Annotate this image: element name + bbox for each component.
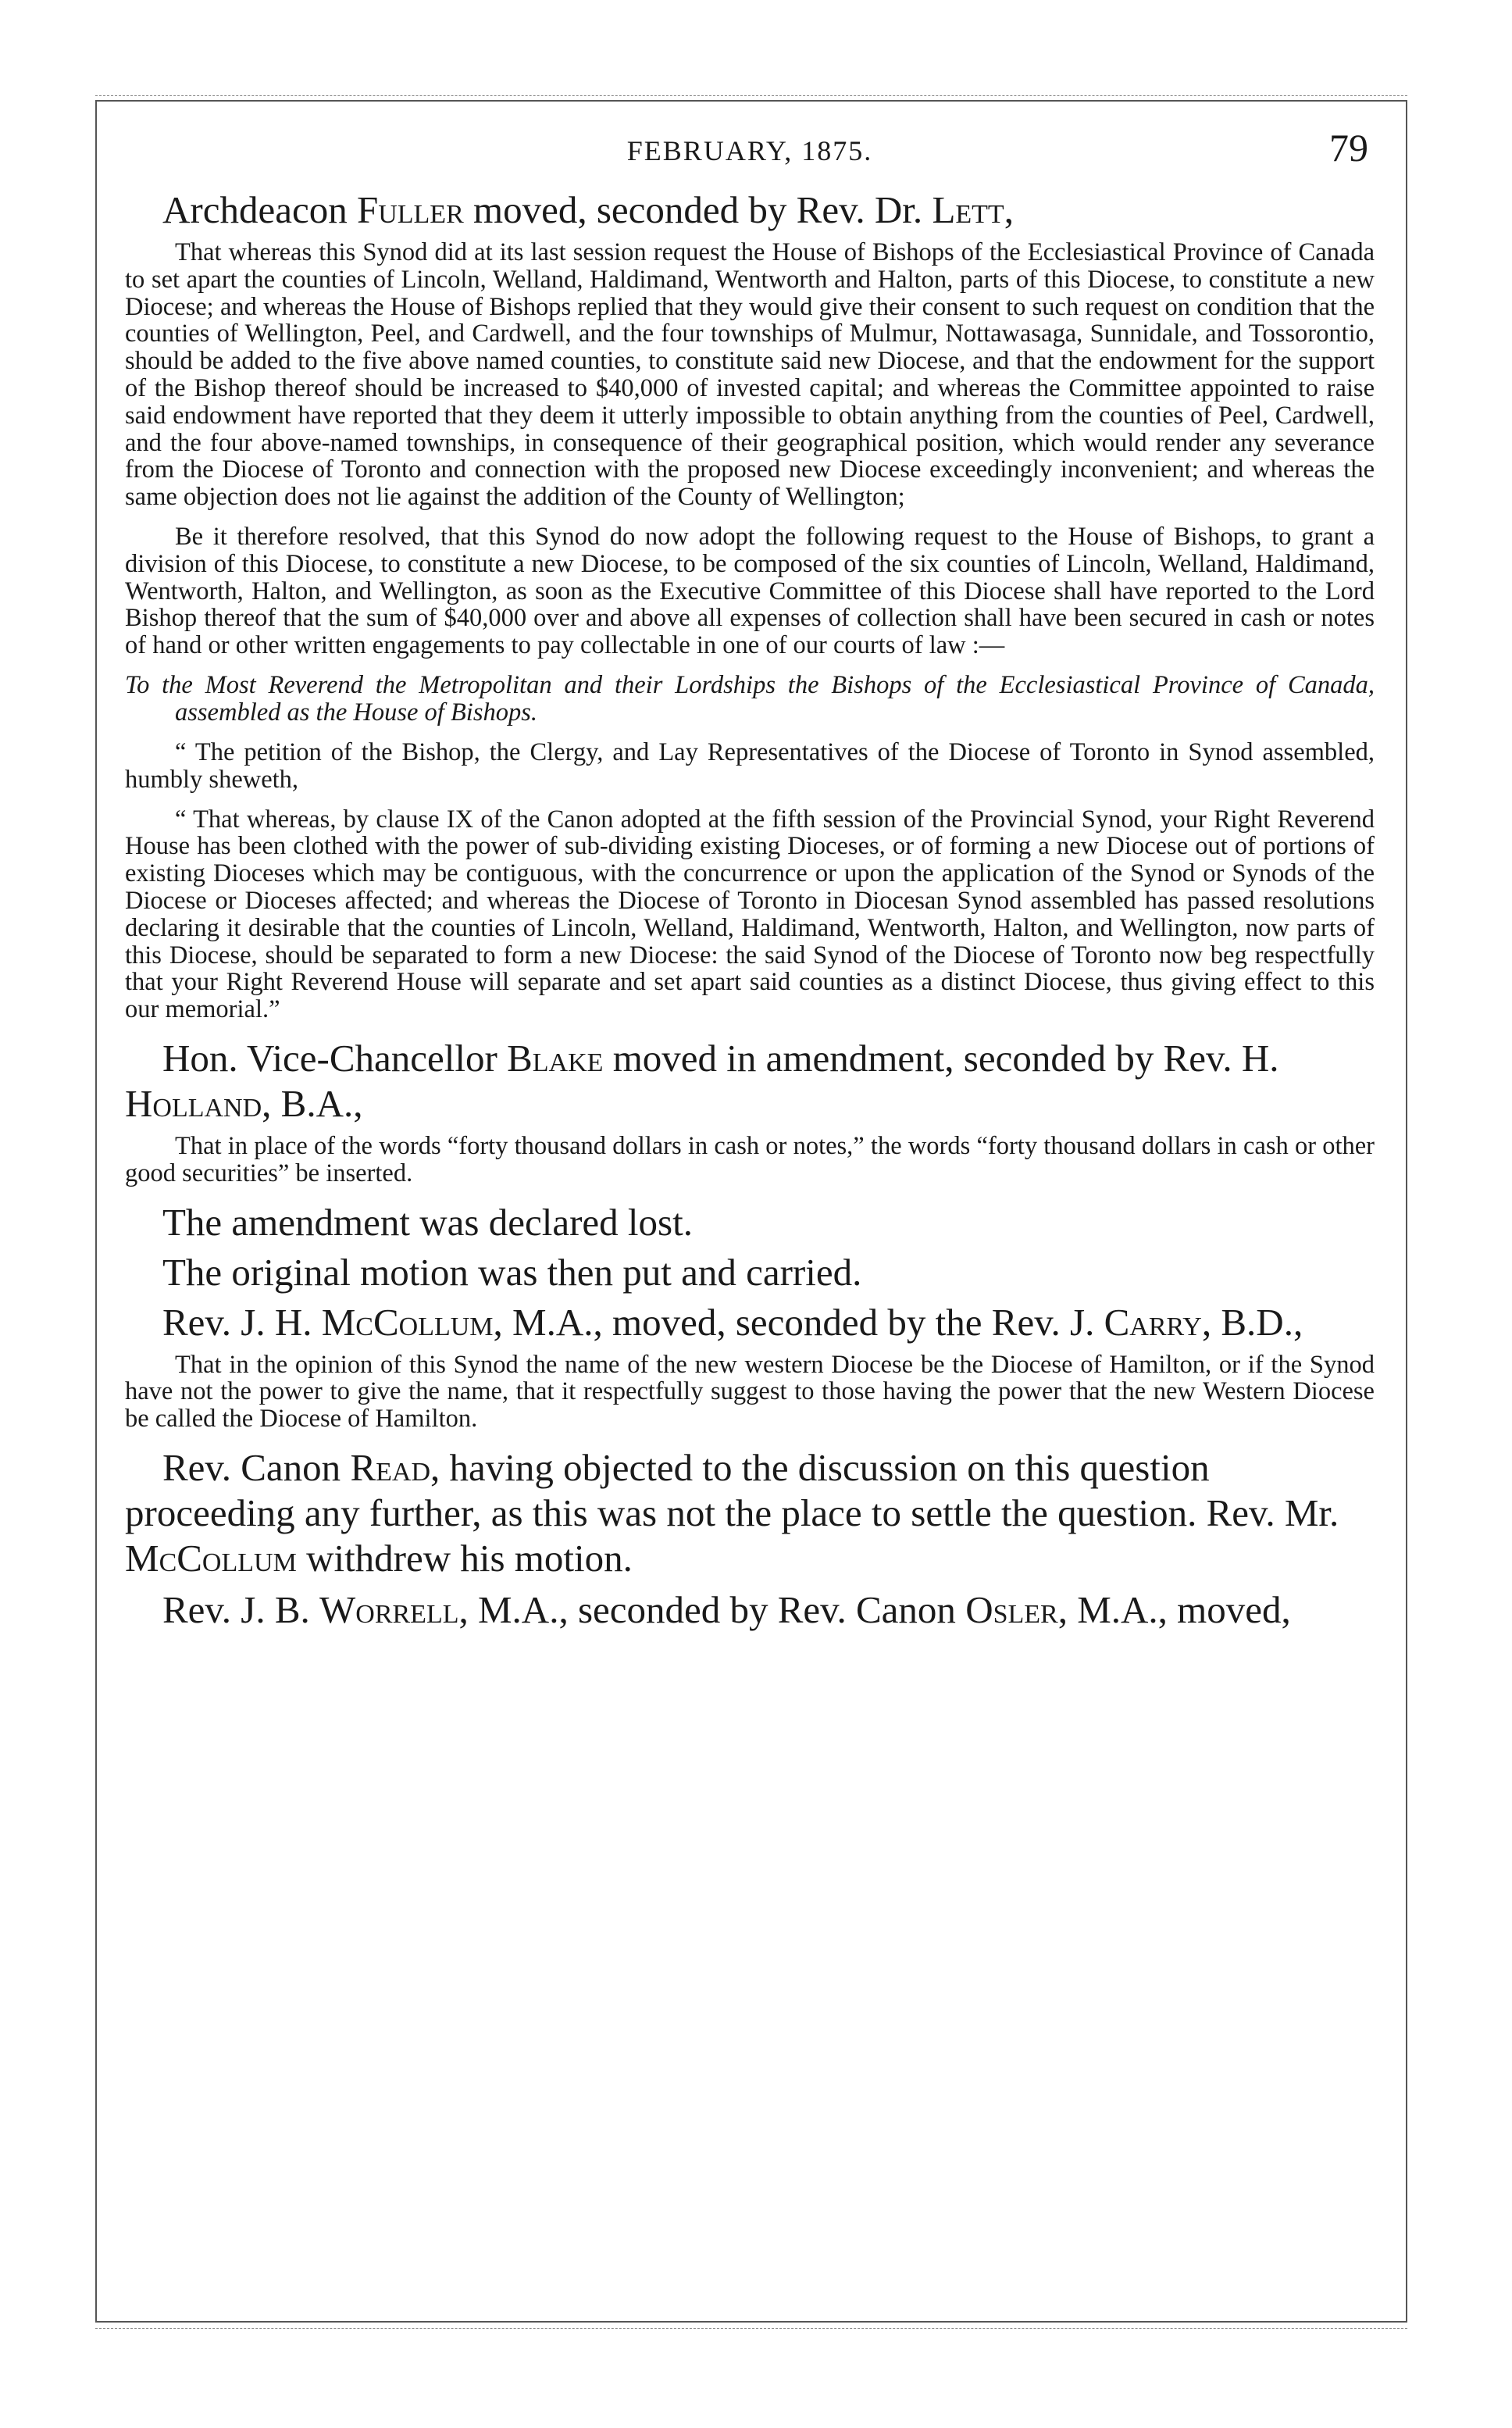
resolution-text: Be it therefore resolved, that this Synod do now adopt the following request to the House of Bishops, to grant a division of this Diocese, to constitute a new Diocese, to be composed of the six counties of Lincoln, Welland, Haldimand, Wentworth, Halton, and Wellington, as soon as the Executive Committee of this Diocese shall have reported to the Lord Bishop thereof that the sum of $40,000 over and above all expenses of collection shall have been secured in cash or notes of hand or other written engagements to pay collectable in one of our courts of law :— <box>125 522 1375 660</box>
seconder-name: Holland <box>125 1081 262 1125</box>
petition-opening: “ The petition of the Bishop, the Clergy, and Lay Representatives of the Diocese of Toronto in Synod assembled, humbly sheweth, <box>125 737 1375 794</box>
amendment-result: The amendment was declared lost. <box>162 1200 693 1244</box>
petition-body: “ That whereas, by clause IX of the Canon adopted at the fifth session of the Provincial Synod, your Right Reverend House has been clothed with the power of sub-dividing existing Dioceses, or of forming a new Diocese out of portions of existing Dioceses which may be contiguous, with the concurrence or upon the application of the Synod or Synods of the Diocese or Dioceses affected; and whereas the Diocese of Toronto in Diocesan Synod assembled has passed resolutions declaring it desirable that the counties of Lincoln, Welland, Haldimand, Wentworth, Halton, and Wellington, now parts of this Diocese, should be separated to form a new Diocese: the said Synod of the Diocese of Toronto now beg respectfully that your Right Reverend House will separate and set apart said counties as a distinct Diocese, thus giving effect to this our memorial.” <box>125 805 1375 1024</box>
top-rule <box>95 95 1407 96</box>
running-header <box>125 117 1375 187</box>
mover-name: Fuller <box>356 188 464 231</box>
bottom-rule <box>95 2328 1407 2329</box>
seconder-name: Osler <box>965 1587 1058 1631</box>
mover-name: McCollum <box>321 1300 494 1344</box>
amendment-heading: Hon. Vice-Chancellor Blake moved in amendment, seconded by Rev. H. Holland, B.A., <box>125 1036 1279 1125</box>
seconder-name: Lett <box>932 188 1004 231</box>
name-motion-text: That in the opinion of this Synod the name of the new western Diocese be the Diocese of Hamilton, or if the Synod have not the power to give the name, that it respectfully suggest to those having the power that the new Western Diocese be called the Diocese of Hamilton. <box>125 1350 1375 1434</box>
header-date: FEBRUARY, 1875. <box>626 135 873 166</box>
objector-name: Read <box>350 1445 430 1489</box>
final-motion-heading: Rev. J. B. Worrell, M.A., seconded by Rev. Canon Osler, M.A., moved, <box>162 1587 1291 1631</box>
withdrawal-paragraph: Rev. Canon Read, having objected to the discussion on this question proceeding any further, as this was not the place to settle the question. Rev. Mr. McCollum withdrew his motion. <box>125 1445 1339 1580</box>
motion-heading: Archdeacon Fuller moved, seconded by Rev. Dr. Lett, <box>162 188 1014 231</box>
seconder-name: Carry <box>1104 1300 1202 1344</box>
amendment-text: That in place of the words “forty thousand dollars in cash or notes,” the words “forty thousand dollars in cash or other good securities” be inserted. <box>125 1131 1375 1187</box>
motion-result: The original motion was then put and carried. <box>162 1250 862 1294</box>
motion-text: That whereas this Synod did at its last session request the House of Bishops of the Ecclesiastical Province of Canada to set apart the counties of Lincoln, Welland, Haldimand, Wentworth and Halton, parts of this Diocese, to constitute a new Diocese; and whereas the House of Bishops replied that they would give their consent to such request on condition that the counties of Wellington, Peel, and Cardwell, and the four townships of Mulmur, Nottawasaga, Sunnidale, and Tossorontio, should be added to the five above named counties, to constitute said new Diocese, and that the endowment for the support of the Bishop thereof should be increased to $40,000 of invested capital; and whereas the Committee appointed to raise said endowment have reported that they deem it utterly impossible to obtain anything from the counties of Peel, Cardwell, and the four above-named townships, in consequence of their geographical position, which would render any severance from the Diocese of Toronto and connection with the proposed new Diocese exceedingly inconvenient; and whereas the same objection does not lie against the addition of the County of Wellington; <box>125 238 1375 512</box>
page-number: 79 <box>1329 126 1368 170</box>
mover-name: Worrell <box>319 1587 459 1631</box>
withdrawer-name: McCollum <box>125 1536 297 1580</box>
name-motion-heading: Rev. J. H. McCollum, M.A., moved, seconded by the Rev. J. Carry, B.D., <box>162 1300 1303 1344</box>
petition-address: To the Most Reverend the Metropolitan and their Lordships the Bishops of the Ecclesiastical Province of Canada, assembled as the House of Bishops. <box>125 670 1375 727</box>
mover-name: Blake <box>507 1036 604 1080</box>
page-content <box>125 117 1375 1639</box>
